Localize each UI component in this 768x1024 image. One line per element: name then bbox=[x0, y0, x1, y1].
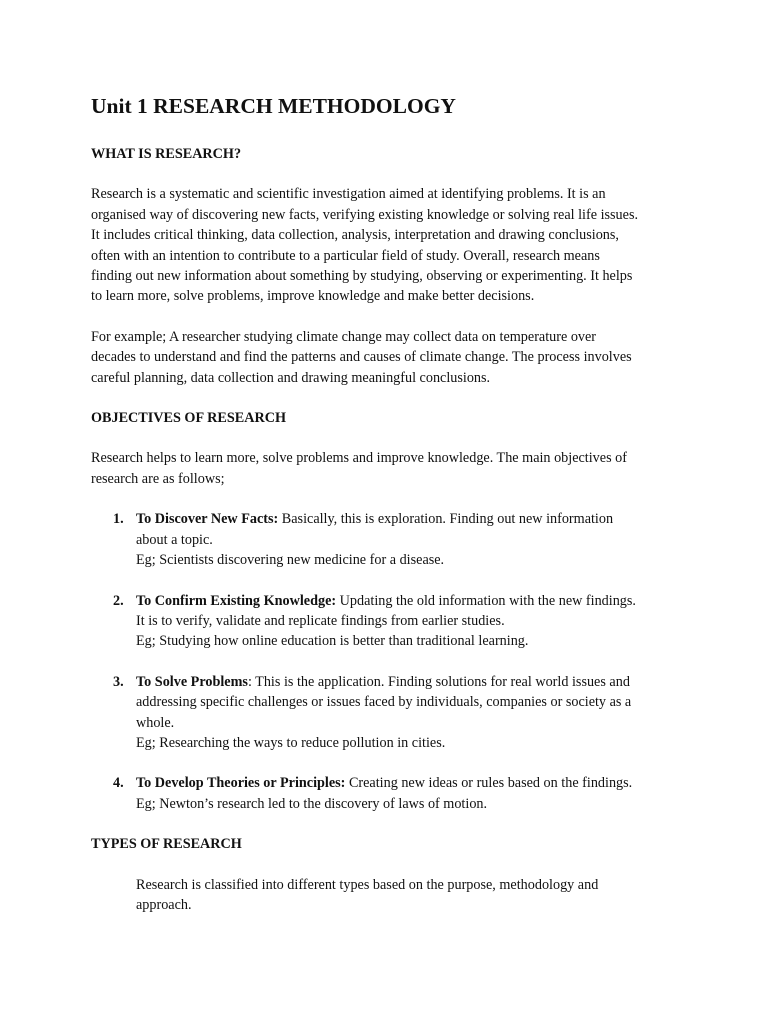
text-line: Research helps to learn more, solve problems and improve knowledge. The main objectives of bbox=[91, 450, 627, 467]
text-line: whole. bbox=[136, 714, 175, 731]
text-line: Eg; Researching the ways to reduce pollution in cities. bbox=[136, 734, 446, 751]
list-item-objective-1 bbox=[91, 509, 678, 570]
objective-text: : This is the application. Finding solutions for real world issues and bbox=[247, 673, 630, 690]
objective-title: To Confirm Existing Knowledge: bbox=[136, 592, 337, 609]
objective-text: Updating the old information with the new findings. bbox=[336, 592, 636, 609]
paragraph-objectives-intro bbox=[91, 448, 678, 489]
list-item-objective-2 bbox=[91, 591, 678, 652]
text-line: For example; A researcher studying climate change may collect data on temperature over bbox=[91, 328, 597, 345]
paragraph-example bbox=[91, 327, 678, 388]
paragraph-types-intro bbox=[91, 875, 678, 916]
text-line bbox=[136, 591, 678, 611]
text-line: Eg; Scientists discovering new medicine for a disease. bbox=[136, 552, 445, 569]
objective-text: Basically, this is exploration. Finding out new information bbox=[278, 511, 614, 528]
text-line: Eg; Studying how online education is better than traditional learning. bbox=[136, 633, 529, 650]
text-line: Eg; Newton’s research led to the discovery of laws of motion. bbox=[136, 795, 488, 812]
text-line: Research is classified into different types based on the purpose, methodology and bbox=[136, 876, 599, 893]
objective-text: Creating new ideas or rules based on the findings. bbox=[345, 775, 633, 792]
text-line: It includes critical thinking, data collection, analysis, interpretation and drawing conclusions, bbox=[91, 227, 619, 244]
text-line: to learn more, solve problems, improve knowledge and make better decisions. bbox=[91, 288, 535, 305]
text-line: finding out new information about something by studying, observing or experimenting. It helps bbox=[91, 268, 633, 285]
objectives-list bbox=[91, 509, 678, 814]
objective-title: To Develop Theories or Principles: bbox=[136, 775, 346, 792]
objective-title: To Solve Problems bbox=[136, 673, 248, 690]
text-line: addressing specific challenges or issues faced by individuals, companies or society as a bbox=[136, 694, 632, 711]
text-line: decades to understand and find the patterns and causes of climate change. The process involves bbox=[91, 349, 632, 366]
paragraph-definition bbox=[91, 184, 678, 306]
list-number: 2. bbox=[113, 592, 124, 609]
list-number: 4. bbox=[113, 775, 124, 792]
text-line: organised way of discovering new facts, verifying existing knowledge or solving real life issues. bbox=[91, 206, 639, 223]
list-number: 1. bbox=[113, 511, 124, 528]
text-line bbox=[136, 672, 678, 692]
text-line: approach. bbox=[136, 896, 192, 913]
document-title: Unit 1 RESEARCH METHODOLOGY bbox=[91, 94, 456, 118]
list-number: 3. bbox=[113, 673, 124, 690]
section-heading-objectives: OBJECTIVES OF RESEARCH bbox=[91, 410, 286, 427]
text-line: often with an intention to contribute to a particular field of study. Overall, research means bbox=[91, 247, 600, 264]
text-line bbox=[136, 773, 678, 793]
list-item-objective-4 bbox=[91, 773, 678, 814]
section-heading-what-is-research: WHAT IS RESEARCH? bbox=[91, 146, 242, 162]
text-line: research are as follows; bbox=[91, 470, 225, 487]
objective-title: To Discover New Facts: bbox=[136, 511, 279, 528]
text-line: It is to verify, validate and replicate findings from earlier studies. bbox=[136, 612, 505, 629]
text-line bbox=[136, 509, 678, 529]
list-item-objective-3 bbox=[91, 672, 678, 754]
text-line: Research is a systematic and scientific investigation aimed at identifying problems. It is an bbox=[91, 186, 606, 203]
text-line: careful planning, data collection and drawing meaningful conclusions. bbox=[91, 369, 491, 386]
text-line: about a topic. bbox=[136, 531, 213, 548]
section-heading-types: TYPES OF RESEARCH bbox=[91, 836, 242, 853]
